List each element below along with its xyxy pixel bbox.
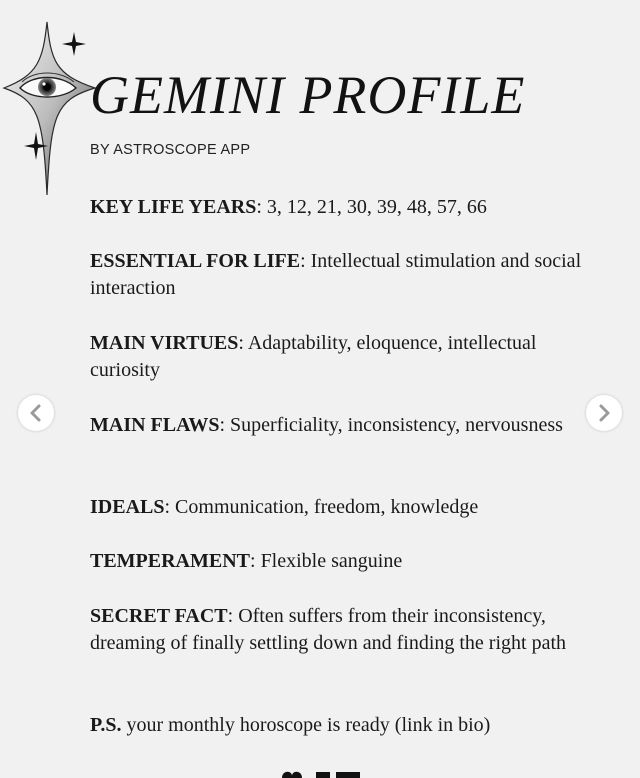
fact-label: IDEALS xyxy=(90,496,165,518)
fact-separator: : xyxy=(164,496,171,518)
fact-text: Communication, freedom, knowledge xyxy=(170,496,479,518)
fact-separator: : xyxy=(250,550,256,572)
next-slide-button[interactable] xyxy=(586,395,622,431)
fact-text: 3, 12, 21, 30, 39, 48, 57, 66 xyxy=(261,196,487,218)
fact-text: Flexible sanguine xyxy=(255,550,403,572)
fact-secret-fact xyxy=(90,603,610,657)
fact-label: P.S. xyxy=(90,714,122,736)
page-title: GEMINI PROFILE xyxy=(90,65,526,125)
chevron-right-icon xyxy=(586,395,622,431)
chevron-left-icon xyxy=(18,395,54,431)
fact-label: MAIN FLAWS xyxy=(90,414,220,436)
fact-label: SECRET FACT xyxy=(90,605,228,627)
fact-key-life-years xyxy=(90,194,610,221)
fact-ideals xyxy=(90,494,610,521)
previous-slide-button[interactable] xyxy=(18,395,54,431)
fact-ps xyxy=(90,712,610,739)
fact-text: Adaptability, eloquence, intellectual curiosity xyxy=(90,332,537,381)
next-page-preview xyxy=(270,762,370,778)
eye-star-icon xyxy=(0,20,100,200)
fact-text: your monthly horoscope is ready (link in bio) xyxy=(121,714,491,736)
fact-separator: : xyxy=(300,250,306,272)
subtitle: BY ASTROSCOPE APP xyxy=(90,142,251,158)
fact-label: MAIN VIRTUES xyxy=(90,332,239,354)
fact-separator: : xyxy=(219,414,226,436)
fact-label: ESSENTIAL FOR LIFE xyxy=(90,250,301,272)
fact-label: KEY LIFE YEARS xyxy=(90,196,257,218)
fact-main-flaws xyxy=(90,412,610,439)
fact-text: Superficiality, inconsistency, nervousness xyxy=(225,414,563,436)
fact-main-virtues xyxy=(90,330,610,384)
fact-separator: : xyxy=(238,332,244,354)
fact-text: Intellectual stimulation and social interaction xyxy=(90,250,582,299)
fact-separator: : xyxy=(227,605,234,627)
fact-text: Often suffers from their inconsistency, dreaming of finally settling down and finding the right path xyxy=(90,605,567,654)
fact-temperament xyxy=(90,548,610,575)
fact-essential-for-life xyxy=(90,248,610,302)
fact-label: TEMPERAMENT xyxy=(90,550,250,572)
fact-separator: : xyxy=(256,196,262,218)
